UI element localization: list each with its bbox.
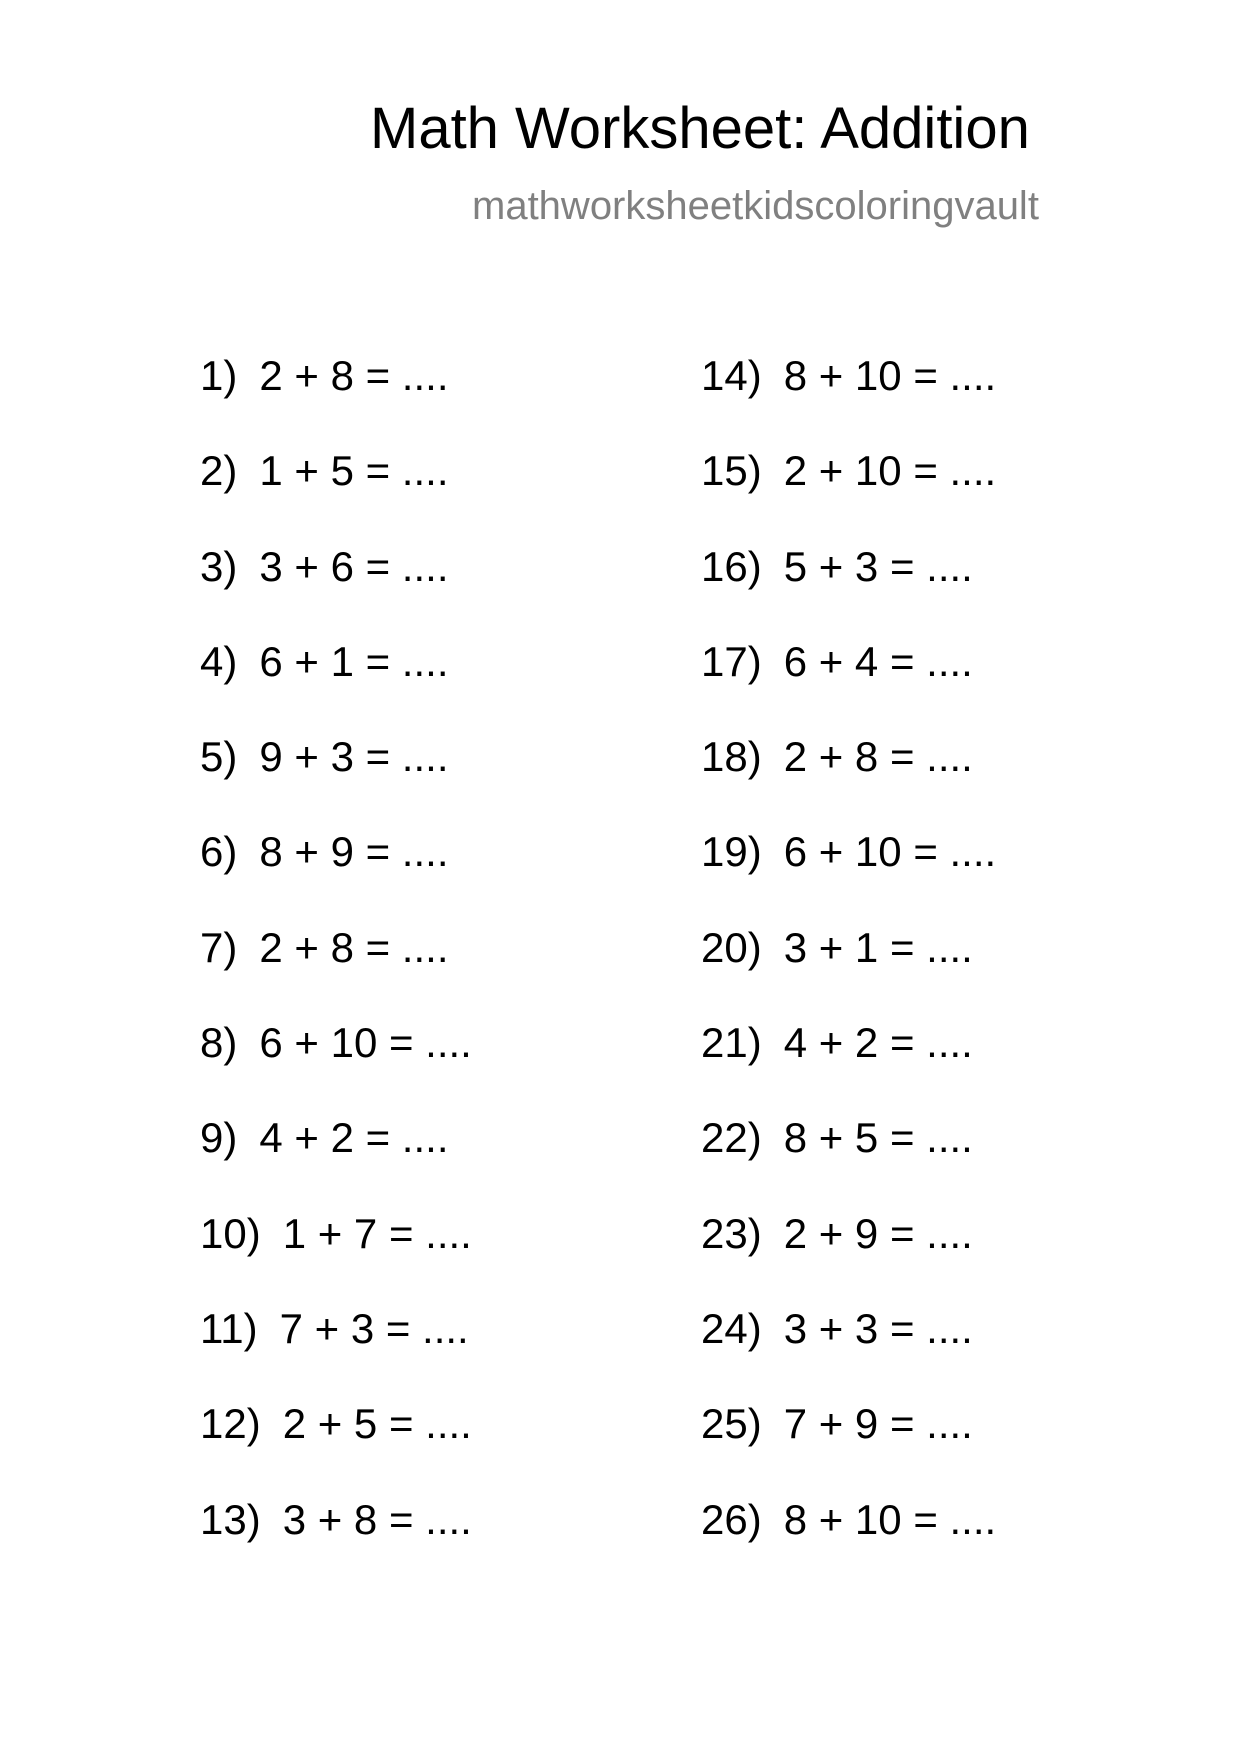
problem-expression: 3 + 1 = .... [783,923,973,971]
problem-item [200,1305,472,1400]
problem-number: 23) [701,1209,762,1257]
problem-item [200,1210,472,1305]
problem-expression: 2 + 8 = .... [783,733,973,781]
problem-number: 9) [200,1114,238,1162]
problem-item [200,1019,472,1114]
problem-expression: 8 + 10 = .... [783,1495,997,1543]
problem-expression: 8 + 10 = .... [783,352,997,399]
problem-expression: 7 + 3 = .... [279,1304,469,1352]
problem-expression: 3 + 8 = .... [282,1495,472,1543]
problem-expression: 2 + 9 = .... [783,1209,973,1257]
problem-item [701,543,996,638]
problem-item [701,1496,996,1591]
problem-item [200,638,472,733]
page-title: Math Worksheet: Addition [370,96,1030,161]
problem-number: 1) [200,352,238,399]
problem-expression: 8 + 5 = .... [783,1114,973,1162]
problem-item [701,733,996,828]
problem-number: 16) [701,542,762,590]
problem-item [701,1400,996,1495]
problem-number: 14) [701,352,762,399]
problem-number: 21) [701,1019,762,1067]
problem-expression: 1 + 5 = .... [259,447,449,495]
problem-expression: 2 + 8 = .... [259,352,449,399]
problem-number: 19) [701,828,762,876]
problem-number: 25) [701,1400,762,1448]
problem-expression: 8 + 9 = .... [259,828,449,876]
problem-number: 6) [200,828,238,876]
problem-expression: 2 + 8 = .... [259,923,449,971]
problem-expression: 6 + 10 = .... [783,828,997,876]
problem-item [701,638,996,733]
problem-number: 7) [200,923,238,971]
problem-expression: 6 + 4 = .... [783,637,973,685]
problem-number: 11) [200,1304,258,1352]
problem-item [701,352,996,447]
problem-expression: 6 + 1 = .... [259,637,449,685]
problem-item [200,447,472,542]
problem-item [200,1496,472,1591]
problem-item [200,1400,472,1495]
problem-item [200,543,472,638]
problem-item [701,1305,996,1400]
problem-expression: 9 + 3 = .... [259,733,449,781]
problem-number: 15) [701,447,762,495]
problem-number: 26) [701,1495,762,1543]
problem-expression: 4 + 2 = .... [783,1019,973,1067]
problem-item [200,733,472,828]
problem-expression: 4 + 2 = .... [259,1114,449,1162]
problem-item [701,1114,996,1209]
problem-number: 5) [200,733,238,781]
problem-item [200,1114,472,1209]
problem-item [701,924,996,1019]
problem-number: 4) [200,637,238,685]
problem-item [200,352,472,447]
problem-expression: 5 + 3 = .... [783,542,973,590]
problem-number: 18) [701,733,762,781]
problem-expression: 2 + 10 = .... [783,447,997,495]
problem-expression: 2 + 5 = .... [282,1400,472,1448]
problem-column-left [200,352,472,1591]
page-subtitle: mathworksheetkidscoloringvault [472,184,1039,228]
problem-item [701,1210,996,1305]
problem-number: 12) [200,1400,261,1448]
problem-expression: 1 + 7 = .... [282,1209,472,1257]
problem-expression: 3 + 6 = .... [259,542,449,590]
problem-number: 3) [200,542,238,590]
problem-number: 13) [200,1495,261,1543]
problem-number: 24) [701,1304,762,1352]
problem-number: 17) [701,637,762,685]
problem-number: 22) [701,1114,762,1162]
problem-item [701,447,996,542]
problem-number: 2) [200,447,238,495]
problem-expression: 3 + 3 = .... [783,1304,973,1352]
problem-number: 20) [701,923,762,971]
problem-item [200,828,472,923]
problem-expression: 7 + 9 = .... [783,1400,973,1448]
problem-column-right [701,352,996,1591]
problem-item [200,924,472,1019]
problem-item [701,1019,996,1114]
problem-number: 10) [200,1209,261,1257]
problem-item [701,828,996,923]
problem-number: 8) [200,1019,238,1067]
problem-expression: 6 + 10 = .... [259,1019,472,1067]
